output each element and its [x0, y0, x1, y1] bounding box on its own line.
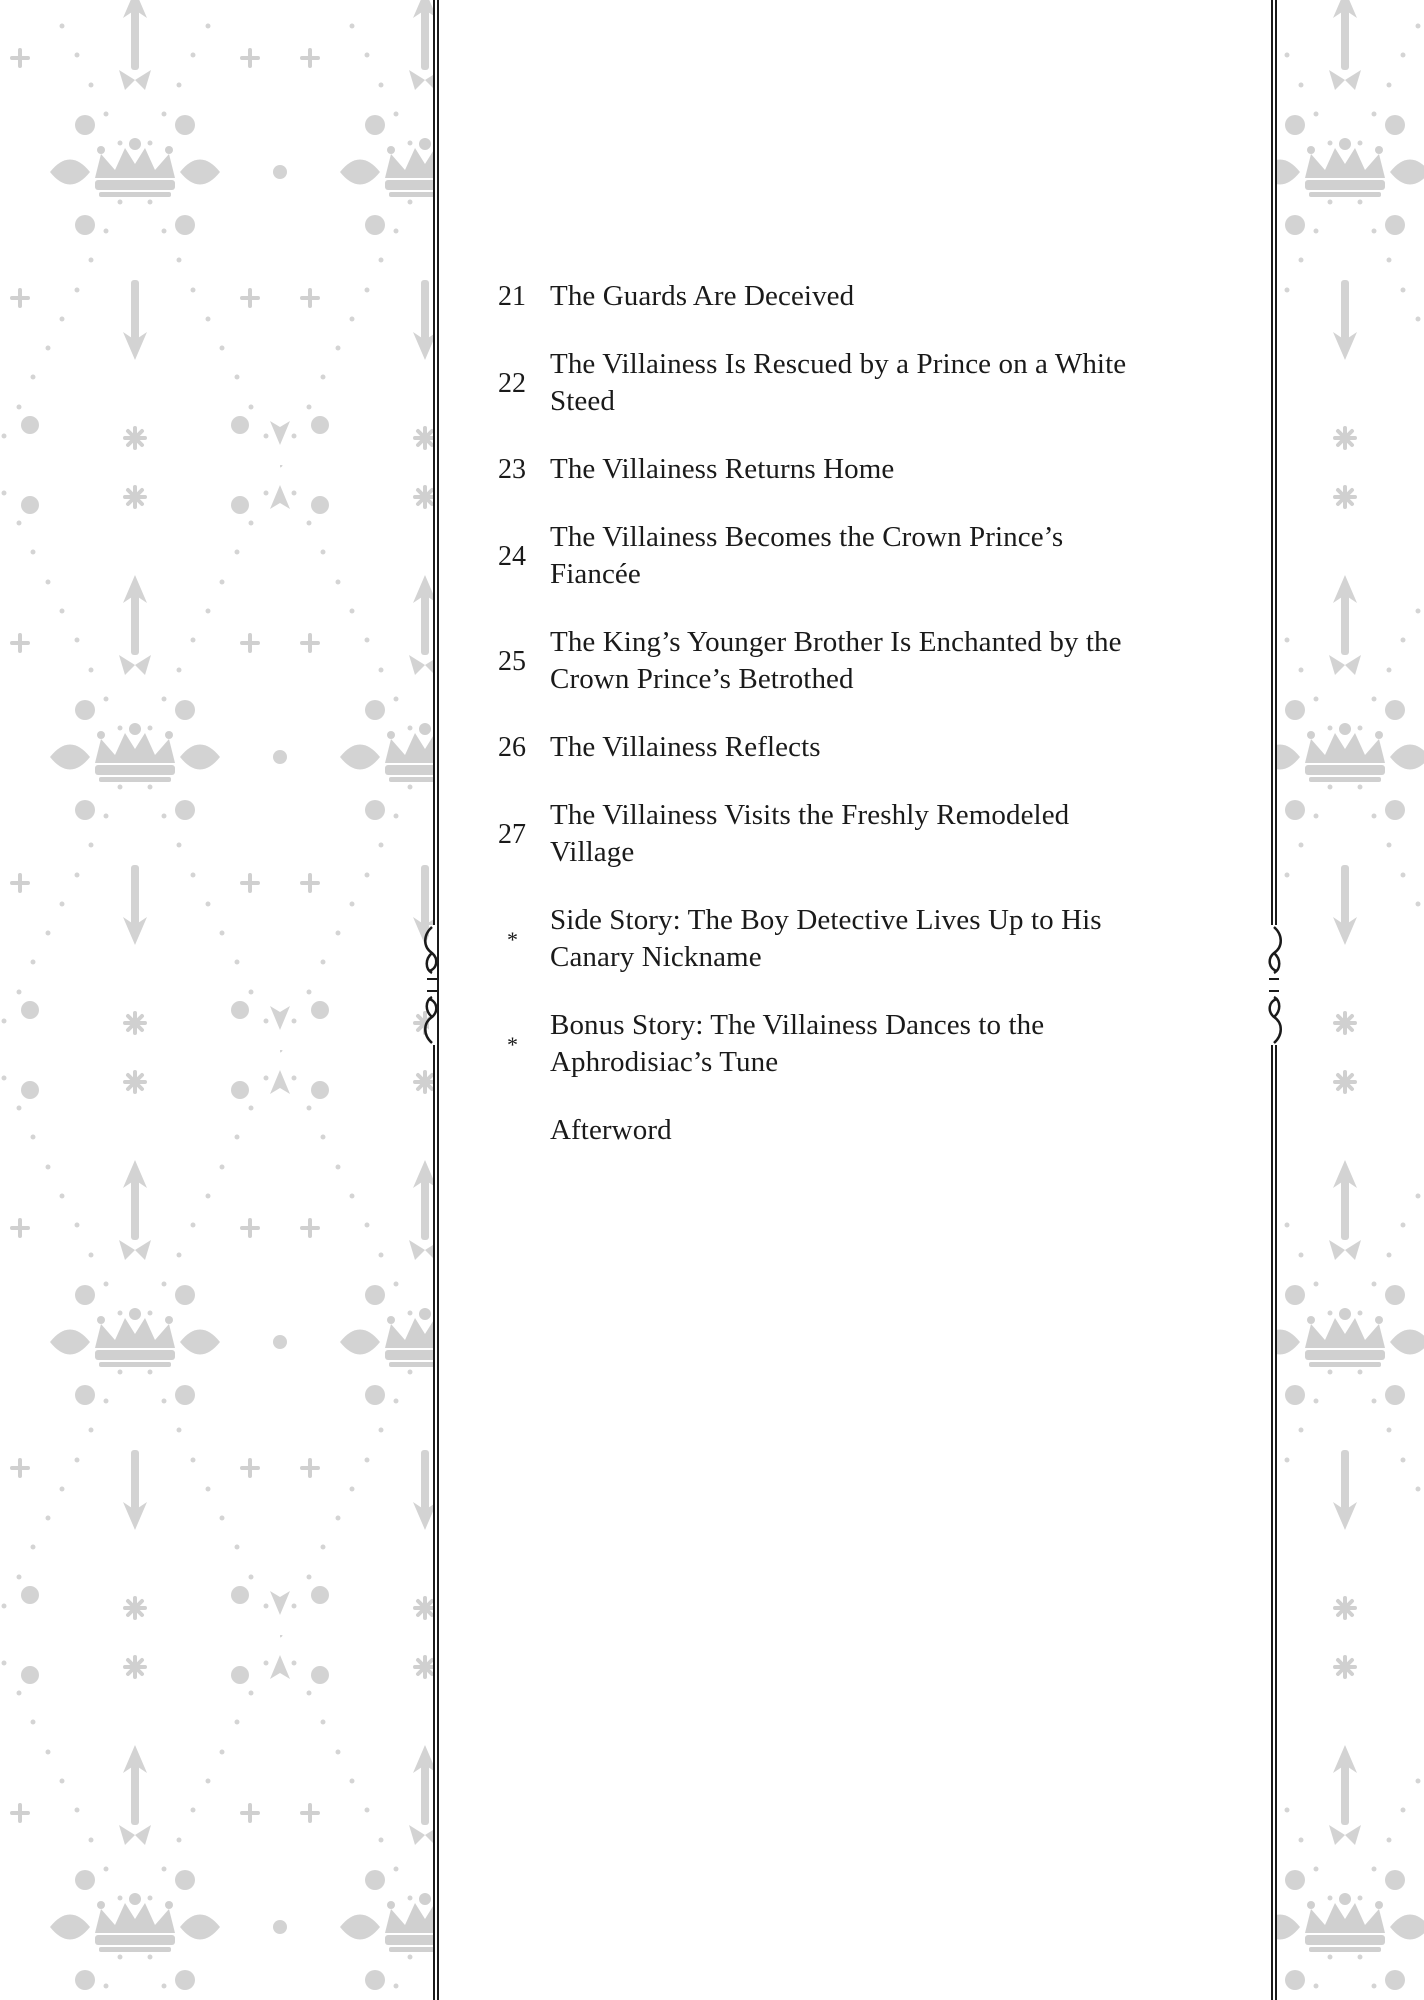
damask-pattern-left	[0, 0, 433, 2000]
chapter-number: 23	[498, 454, 526, 485]
toc-entry[interactable]	[490, 451, 1130, 488]
damask-pattern-right	[1277, 0, 1424, 2000]
toc-entry[interactable]	[490, 346, 1130, 420]
asterisk-marker: *	[507, 1031, 518, 1057]
damask-crown-pattern-icon	[1277, 0, 1424, 2000]
asterisk-marker: *	[507, 926, 518, 952]
chapter-title: The Villainess Returns Home	[550, 453, 895, 485]
toc-entry[interactable]	[490, 1007, 1130, 1081]
toc-entry[interactable]	[490, 278, 1130, 315]
chapter-number: 27	[498, 818, 526, 850]
chapter-number: 22	[498, 367, 526, 399]
chapter-title: The Villainess Is Rescued by a Prince on a White Steed	[550, 348, 1127, 417]
chapter-title: Bonus Story: The Villainess Dances to the Aphrodisiac’s Tune	[550, 1009, 1045, 1078]
scroll-ornament-icon	[1263, 925, 1285, 1045]
toc-entry[interactable]	[490, 624, 1130, 698]
toc-entry[interactable]	[490, 797, 1130, 871]
chapter-title: Side Story: The Boy Detective Lives Up to His Canary Nickname	[550, 904, 1102, 973]
damask-crown-pattern-icon	[0, 0, 433, 2000]
toc-entry[interactable]	[490, 1112, 1130, 1149]
chapter-number: 21	[498, 281, 526, 312]
toc-entry[interactable]	[490, 729, 1130, 766]
chapter-title: The Villainess Visits the Freshly Remodeled Village	[550, 799, 1070, 868]
chapter-title: The Villainess Reflects	[550, 731, 821, 763]
table-of-contents	[490, 278, 1130, 1180]
chapter-number: 26	[498, 732, 526, 763]
toc-entry[interactable]	[490, 519, 1130, 593]
toc-entry[interactable]	[490, 902, 1130, 976]
chapter-number: 24	[498, 540, 526, 572]
chapter-title: Afterword	[550, 1114, 672, 1146]
chapter-title: The Guards Are Deceived	[550, 280, 855, 312]
chapter-number: 25	[498, 645, 526, 677]
scroll-ornament-icon	[421, 925, 443, 1045]
chapter-title: The King’s Younger Brother Is Enchanted by the Crown Prince’s Betrothed	[550, 626, 1122, 695]
chapter-title: The Villainess Becomes the Crown Prince’s Fiancée	[550, 521, 1064, 590]
